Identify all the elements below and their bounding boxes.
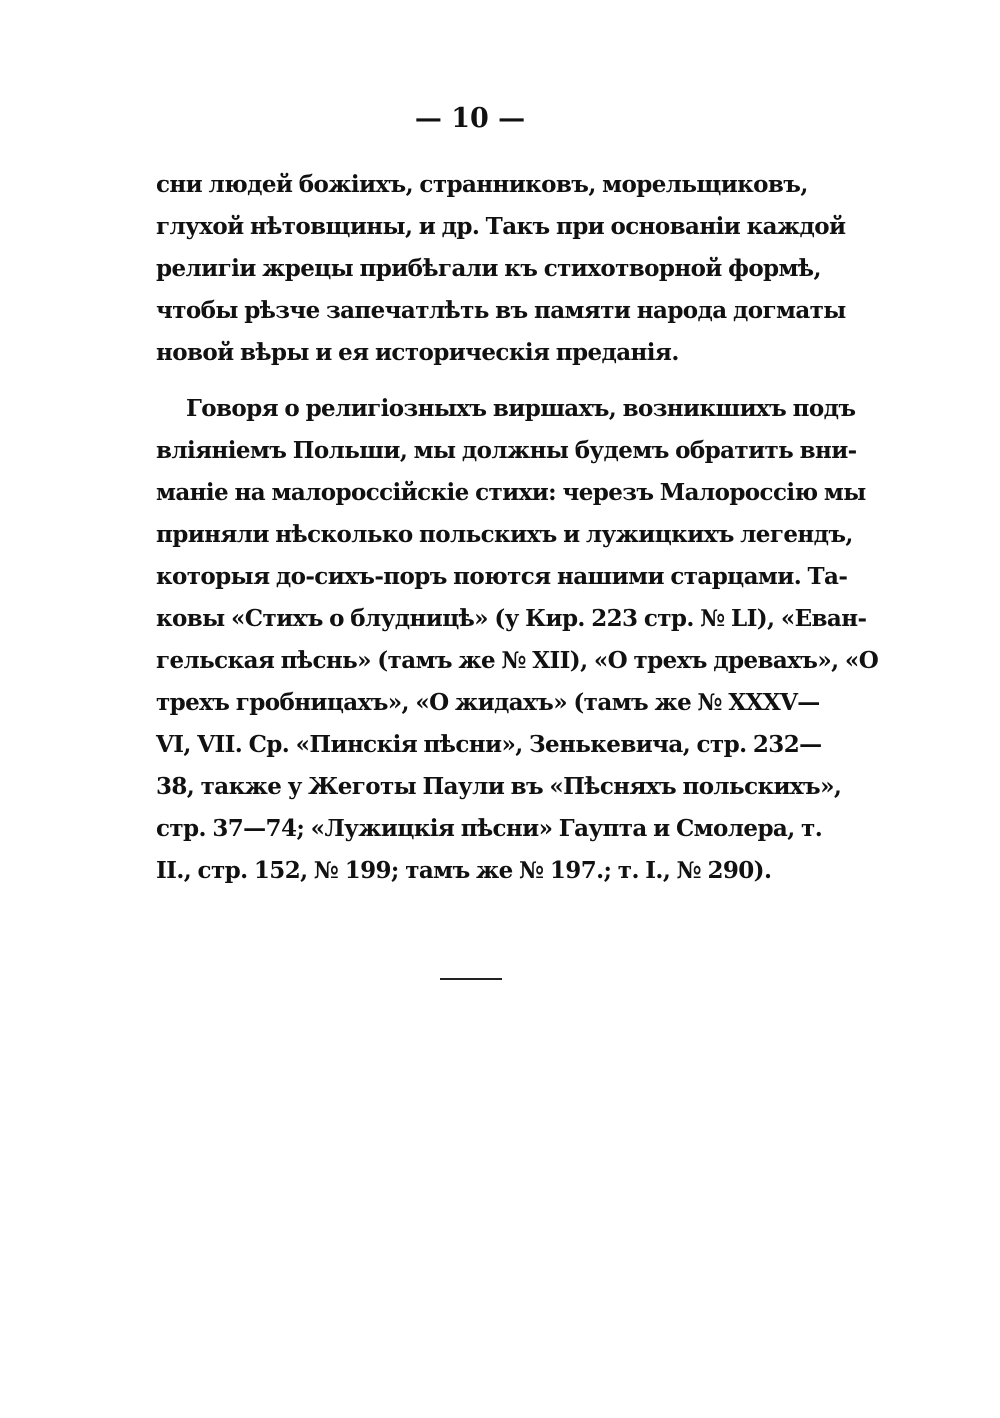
text-line: которыя до-сихъ-поръ поются нашими старцами. Та- [156, 563, 848, 590]
text-line: новой вѣры и ея историческія преданія. [156, 339, 679, 366]
text-line: религіи жрецы прибѣгали къ стихотворной формѣ, [156, 255, 821, 282]
text-line: маніе на малороссійскіе стихи: черезъ Малороссію мы [156, 479, 866, 506]
text-line: приняли нѣсколько польскихъ и лужицкихъ легендъ, [156, 521, 853, 548]
text-line: вліяніемъ Польши, мы должны будемъ обратить вни- [156, 437, 857, 464]
body-text [156, 164, 879, 892]
text-line: гельская пѣснь» (тамъ же № XII), «О трехъ древахъ», «О [156, 647, 879, 674]
text-line: трехъ гробницахъ», «О жидахъ» (тамъ же № XXXV— [156, 689, 820, 716]
text-line: глухой нѣтовщины, и др. Такъ при основаніи каждой [156, 213, 846, 240]
paragraph-1 [156, 164, 846, 374]
text-line: чтобы рѣзче запечатлѣть въ памяти народа догматы [156, 297, 846, 324]
text-line: 38, также у Жеготы Паули въ «Пѣсняхъ польскихъ», [156, 773, 842, 800]
text-line: II., стр. 152, № 199; тамъ же № 197.; т. I., № 290). [156, 857, 772, 884]
text-line: сни людей божіихъ, странниковъ, морельщиковъ, [156, 171, 808, 198]
text-line: стр. 37—74; «Лужицкія пѣсни» Гаупта и Смолера, т. [156, 815, 823, 842]
paragraph-2 [156, 388, 879, 892]
page-number: — 10 — [414, 103, 526, 134]
end-divider [440, 978, 502, 980]
text-line: ковы «Стихъ о блудницѣ» (у Кир. 223 стр. № LI), «Еван- [156, 605, 867, 632]
text-line: VI, VII. Ср. «Пинскія пѣсни», Зенькевича, стр. 232— [156, 731, 822, 758]
text-line: Говоря о религіозныхъ виршахъ, возникшихъ подъ [186, 395, 856, 422]
